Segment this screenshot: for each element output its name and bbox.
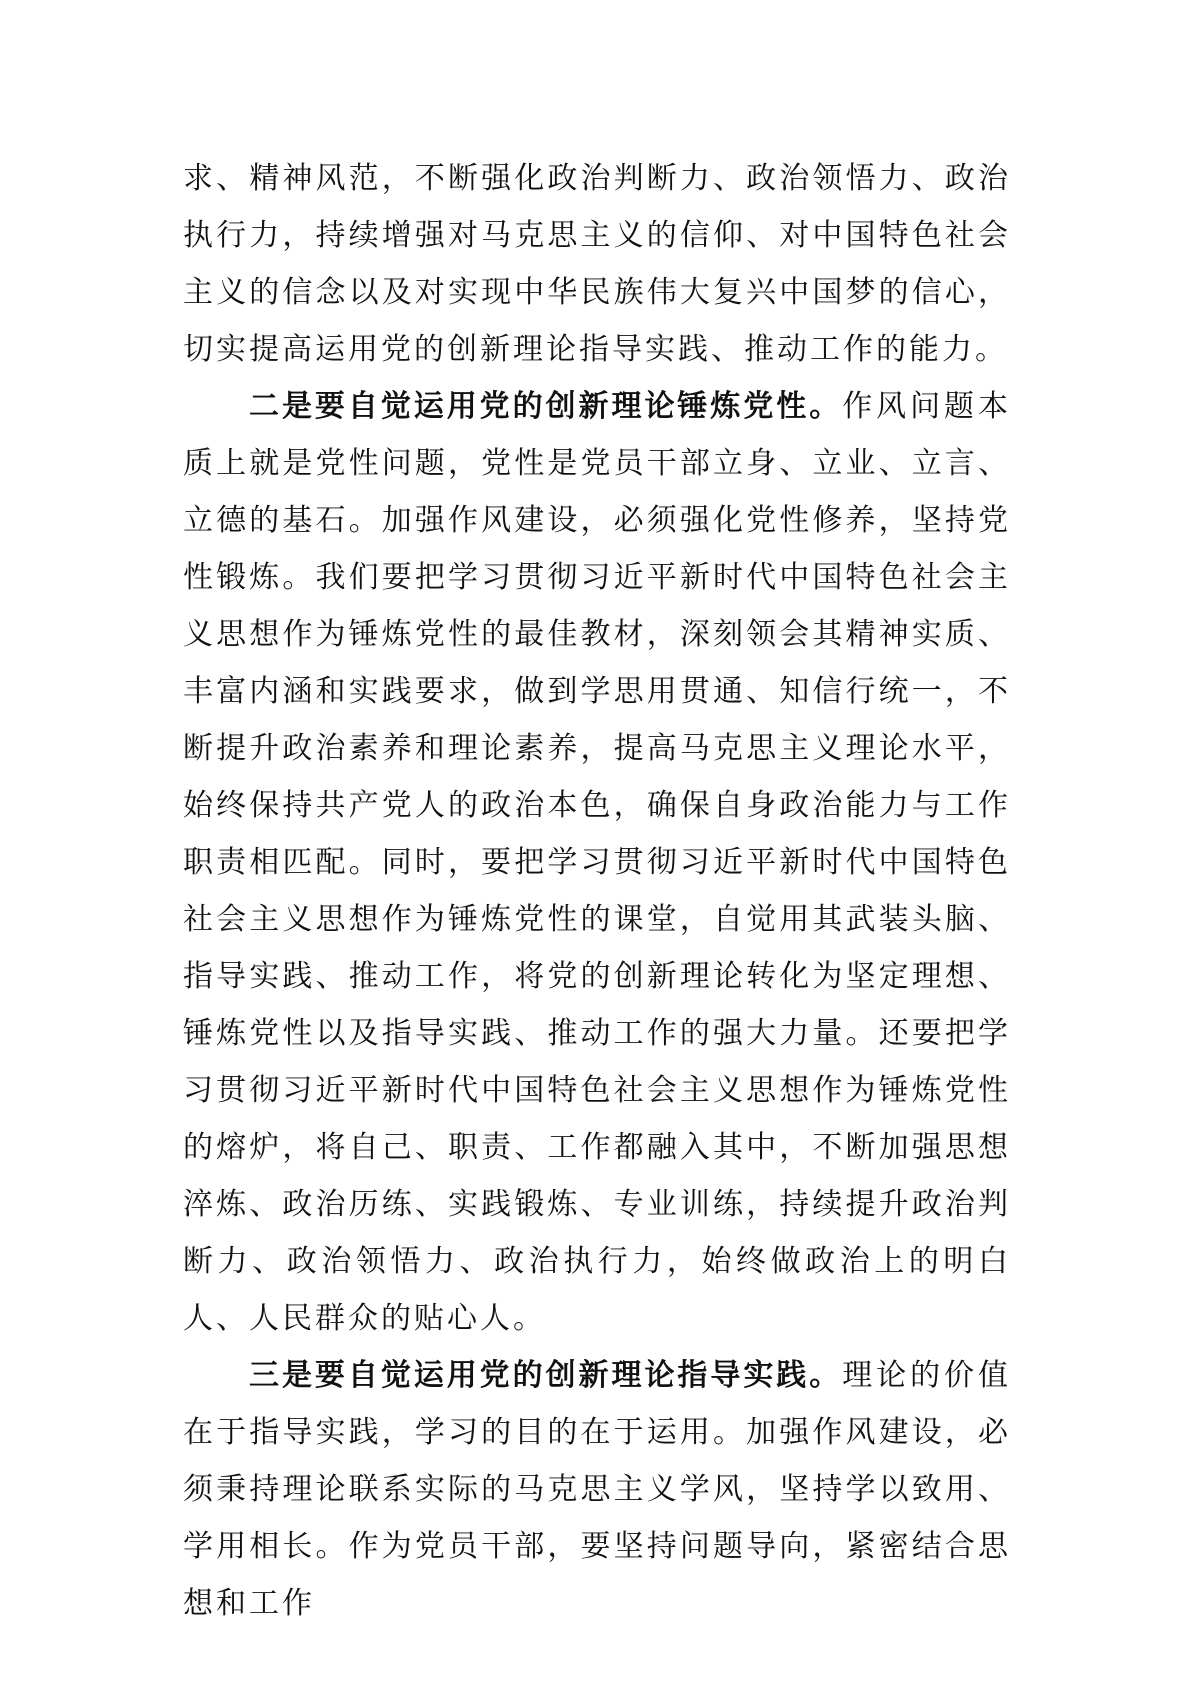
paragraph-text: 求、精神风范，不断强化政治判断力、政治领悟力、政治执行力，持续增强对马克思主义的信仰、对中国特色社会主义的信念以及对实现中华民族伟大复兴中国梦的信心，切实提高运用党的创新理论指导实践、推动工作的能力。 [183,161,1011,367]
paragraph-text: 作风问题本质上就是党性问题，党性是党员干部立身、立业、立言、立德的基石。加强作风建设，必须强化党性修养，坚持党性锻炼。我们要把学习贯彻习近平新时代中国特色社会主义思想作为锤炼党性的最佳教材，深刻领会其精神实质、丰富内涵和实践要求，做到学思用贯通、知信行统一，不断提升政治素养和理论素养，提高马克思主义理论水平，始终保持共产党人的政治本色，确保自身政治能力与工作职责相匹配。同时，要把学习贯彻习近平新时代中国特色社会主义思想作为锤炼党性的课堂，自觉用其武装头脑、指导实践、推动工作，将党的创新理论转化为坚定理想、锤炼党性以及指导实践、推动工作的强大力量。还要把学习贯彻习近平新时代中国特色社会主义思想作为锤炼党性的熔炉，将自己、职责、工作都融入其中，不断加强思想淬炼、政治历练、实践锻炼、专业训练，持续提升政治判断力、政治领悟力、政治执行力，始终做政治上的明白人、人民群众的贴心人。 [183,389,1012,1336]
paragraph-lead-heading: 三是要自觉运用党的创新理论指导实践。 [249,1358,843,1393]
paragraph-continuation [183,150,1011,378]
paragraph-text: 理论的价值在于指导实践，学习的目的在于运用。加强作风建设，必须秉持理论联系实际的马克思主义学风，坚持学以致用、学用相长。作为党员干部，要坚持问题导向，紧密结合思想和工作 [183,1358,1012,1621]
paragraph-lead-heading: 二是要自觉运用党的创新理论锤炼党性。 [249,389,843,424]
paragraph-point-two [183,378,1011,1347]
paragraph-point-three [183,1347,1011,1632]
document-body [183,150,1011,1632]
